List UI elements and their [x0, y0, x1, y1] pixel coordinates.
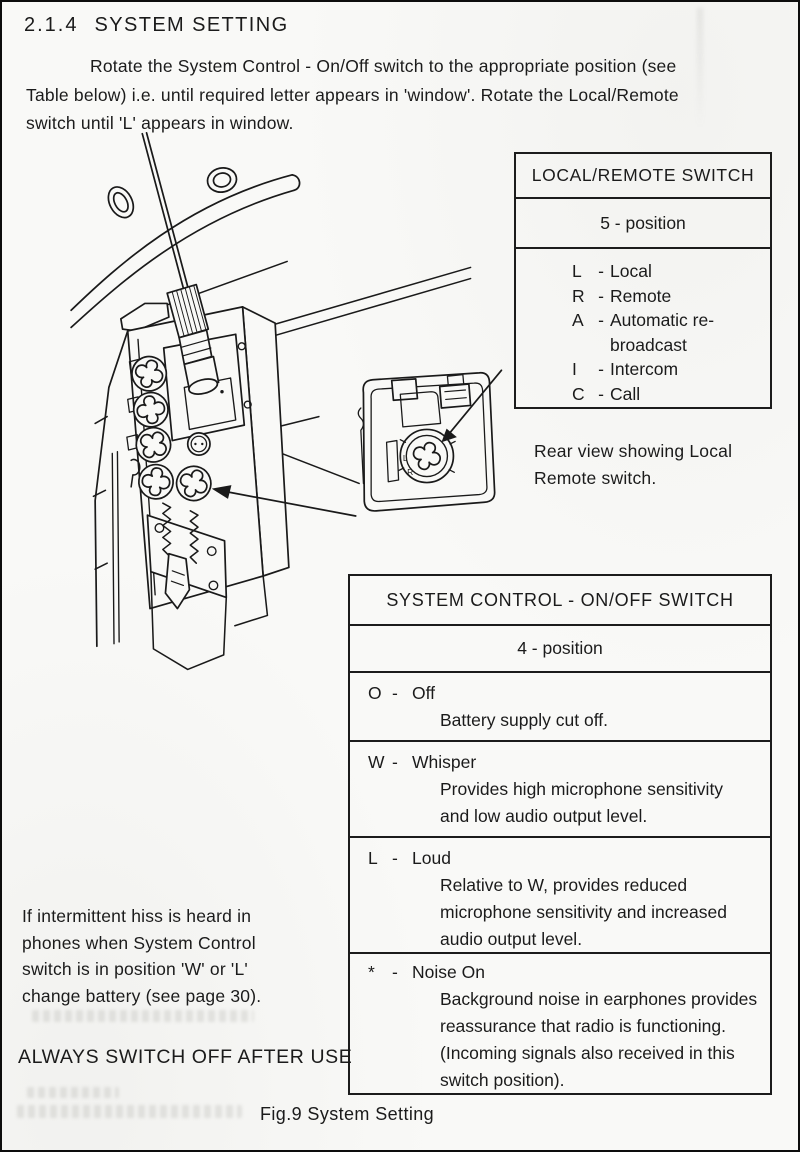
row-description	[368, 776, 770, 830]
switch-position-entry	[572, 259, 770, 284]
entry-key: A	[572, 310, 584, 331]
hiss-note-line: If intermittent hiss is heard in	[22, 906, 252, 926]
desc-line: Provides high microphone sensitivity	[440, 779, 724, 799]
switch-position-entry	[572, 284, 770, 309]
desc-line: Background noise in earphones provides	[440, 989, 758, 1009]
entry-key: R	[572, 285, 585, 306]
rear-view-illustration	[358, 373, 494, 511]
switch-setting-row	[350, 740, 770, 836]
scan-artifact	[697, 8, 703, 128]
switch-setting-row	[350, 671, 770, 740]
scan-artifact	[32, 1010, 254, 1022]
rear-view-note-line: Remote switch.	[534, 468, 657, 488]
entry-key: L	[572, 261, 582, 281]
entry-label: Remote	[610, 285, 672, 306]
entry-label: Call	[610, 383, 641, 404]
figure-caption: Fig.9 System Setting	[260, 1104, 435, 1124]
system-control-positions: 4 - position	[350, 624, 770, 671]
scan-artifact	[17, 1105, 242, 1118]
hiss-note-line: switch is in position 'W' or 'L'	[22, 959, 248, 979]
rear-view-letter-l: L	[402, 453, 408, 464]
row-name: Off	[412, 683, 436, 703]
row-description	[368, 872, 770, 953]
row-description	[368, 707, 770, 734]
row-dash: -	[392, 962, 398, 982]
entry-label: Local	[610, 261, 652, 281]
row-key: *	[368, 962, 375, 982]
row-key: W	[368, 752, 385, 772]
desc-line: Relative to W, provides reduced	[440, 875, 688, 895]
section-number: 2.1.4	[24, 14, 79, 36]
entry-dash: -	[598, 359, 604, 380]
intro-line: Table below) i.e. until required letter appears in 'window'. Rotate the Local/Remote	[26, 84, 679, 105]
entry-key: C	[572, 383, 585, 404]
scan-artifact	[27, 1087, 119, 1098]
system-control-table	[348, 574, 772, 1095]
row-key: L	[368, 848, 378, 868]
desc-line: reassurance that radio is functioning.	[440, 1016, 726, 1036]
entry-label: Intercom	[610, 359, 679, 380]
row-dash: -	[392, 752, 398, 772]
intro-line: Rotate the System Control - On/Off switch to the appropriate position (see	[90, 56, 677, 76]
row-dash: -	[392, 848, 398, 868]
desc-line: Battery supply cut off.	[440, 710, 608, 730]
row-name: Whisper	[412, 752, 477, 772]
switch-position-entry	[572, 357, 770, 382]
row-dash: -	[392, 683, 398, 703]
usage-warning: ALWAYS SWITCH OFF AFTER USE	[18, 1046, 353, 1068]
switch-position-entry	[572, 308, 770, 333]
switch-setting-row	[350, 952, 770, 1093]
hiss-note-line: phones when System Control	[22, 932, 256, 953]
section-title: SYSTEM SETTING	[94, 14, 289, 36]
local-remote-entries	[516, 247, 770, 407]
switch-position-entry	[572, 382, 770, 407]
intro-paragraph	[26, 52, 679, 138]
row-key: O	[368, 683, 382, 703]
desc-line: microphone sensitivity and increased	[440, 902, 727, 922]
intro-line: switch until 'L' appears in window.	[26, 113, 294, 133]
rear-view-letter-r: R	[407, 466, 414, 477]
local-remote-table	[514, 152, 772, 409]
section-heading	[24, 14, 289, 37]
switch-setting-row	[350, 836, 770, 952]
desc-line: audio output level.	[440, 929, 583, 949]
entry-label-continued: broadcast	[610, 334, 687, 355]
rear-view-note	[534, 438, 732, 492]
entry-label: Automatic re-	[610, 310, 715, 331]
local-remote-title: LOCAL/REMOTE SWITCH	[531, 165, 755, 185]
hiss-note	[22, 903, 261, 1009]
entry-dash: -	[598, 310, 604, 331]
desc-line: switch position).	[440, 1070, 565, 1090]
hiss-note-line: change battery (see page 30).	[22, 985, 262, 1006]
entry-key: I	[572, 359, 577, 380]
entry-dash: -	[598, 285, 604, 306]
row-name: Noise On	[412, 962, 485, 982]
row-name: Loud	[412, 848, 451, 868]
row-description	[368, 986, 770, 1094]
local-remote-positions: 5 - position	[516, 197, 770, 247]
desc-line: (Incoming signals also received in this	[440, 1043, 735, 1063]
entry-dash: -	[598, 383, 604, 404]
rear-view-note-line: Rear view showing Local	[534, 441, 733, 461]
entry-dash: -	[598, 261, 604, 281]
desc-line: and low audio output level.	[440, 806, 648, 826]
system-control-title: SYSTEM CONTROL - ON/OFF SWITCH	[386, 589, 734, 610]
